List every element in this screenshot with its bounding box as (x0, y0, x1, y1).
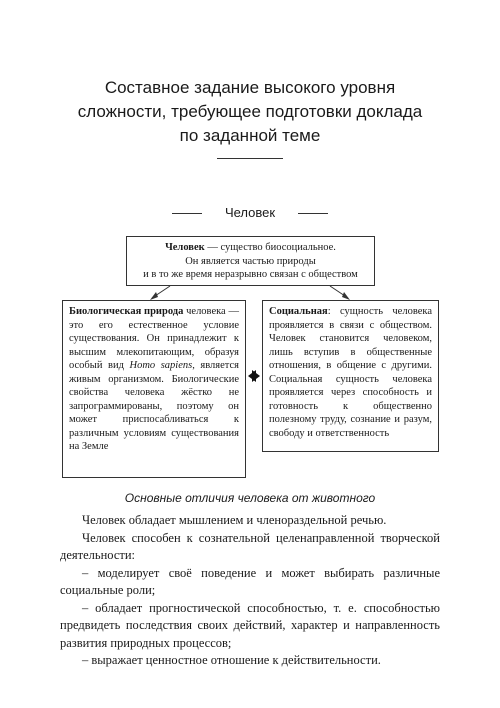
top-box-line-1-rest: — существо биосоциальное. (204, 242, 336, 253)
left-box-term: Биологическая природа (69, 306, 184, 317)
top-box-term: Человек (165, 242, 205, 253)
top-box-line-3: и в то же время неразрывно связан с обществом (143, 269, 358, 280)
body-text (60, 512, 440, 670)
left-box-species: Homo sapiens (129, 360, 193, 371)
subsection-title: Основные отличия человека от животного (124, 491, 376, 505)
title-line-3: по заданной теме (179, 126, 321, 145)
top-box-human (126, 236, 375, 286)
paragraph-2: Человек способен к сознательной целенаправленной творческой деятельности: (60, 530, 440, 562)
top-box-line-1 (133, 241, 368, 255)
paragraph-1: Человек обладает мышлением и членораздельной речью. (82, 513, 387, 527)
right-box-social (262, 300, 439, 452)
title-line-1: Составное задание высокого уровня (104, 78, 396, 97)
top-box-line-2: Он является частью природы (185, 255, 316, 267)
list-item-2: – обладает прогностической способностью, т. е. способностью предвидеть последствия своих действий, характер и направленность развития природных процессов; (60, 600, 440, 650)
list-item-1: – моделирует своё поведение и может выбирать различные социальные роли; (60, 565, 440, 597)
right-box-text: : сущность человека проявляется в связи с обществом. Человек становится человеком, лишь вступив в общественные отношения, в общение с другими. Социальная сущность человека проявляется через способность и готовность к общественно полезному труду, сознание и разум, свободу и ответственность (269, 306, 432, 439)
left-box-text-b: , является живым организмом. Биологические свойства человека жёстко не запрограммированы, поэтому он может приспосабливаться к различным условиям существования на Земле (69, 360, 239, 452)
section-heading: Человек (180, 205, 320, 221)
left-box-text-a: человека — это его естественное условие существования. Он принадлежит к высшим млекопитающим, образуя особый вид (69, 306, 240, 371)
list-item-3: – выражает ценностное отношение к действительности. (82, 653, 381, 667)
title-line-2: сложности, требующее подготовки доклада (77, 102, 423, 121)
double-arrow-icon (248, 370, 260, 382)
left-box-biological (62, 300, 246, 478)
right-box-term: Социальная (269, 306, 328, 317)
